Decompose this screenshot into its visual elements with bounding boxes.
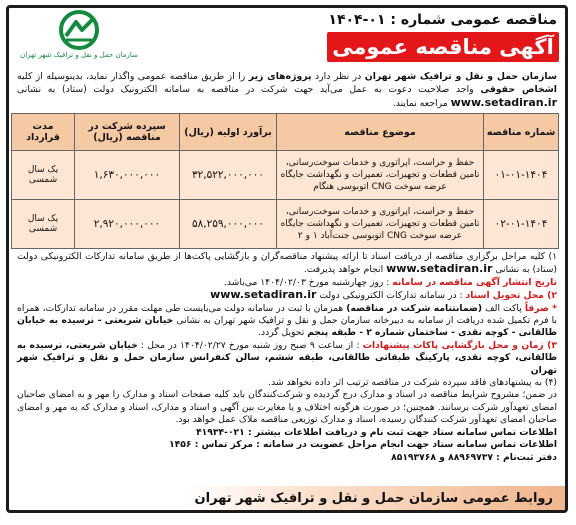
note-5: در ضمن؛ مشروح شرایط مناقصه در اسناد و مدارک درج گردیده و شرکت‌کنندگان باید کلیه صفحات اسناد و مدارک را مهر و به امضای صاحبان امضای تعهدآور شرکت برسانند. همچنین؛ در صورت هرگونه اختلاف و یا مغایرت بین آگهی و اسناد و مدارک، اسناد و مدارک که به مهر و امضای صاحبان امضای تعهدآور شرکت کنندگان رسیده، اسناد و مدارک توزیعی مناقصه ملاک عمل خواهد بود. <box>17 389 557 426</box>
setad-site-link[interactable]: www.setadiran.ir <box>210 288 317 302</box>
note-text: تحویل گردد. <box>258 327 308 339</box>
tender-deposit-cell: ۲,۹۲۰,۰۰۰,۰۰۰ <box>75 200 180 249</box>
col-deposit-header: سپرده شرکت در مناقصه (ریال) <box>75 114 180 151</box>
notes-section <box>9 251 565 464</box>
note-text: ۱) کلیه مراحل برگزاری مناقصه از دریافت اسناد تا ارائه پیشنهاد مناقصه‌گران و بازگشایی پاکت‌ها از طریق سامانه تدارکات الکترونیکی دولت (ستاد) به نشانی <box>17 251 557 276</box>
tender-number: مناقصه عمومی شماره : ۰۱-۱۴۰۴ <box>328 12 557 28</box>
tender-notice <box>6 5 568 513</box>
delivery-address: خیابان شریعتی - نرسیده به خیابان طالقانی - کوچه نقدی - ساختمان شماره ۲ - طبقه پنجم <box>17 315 557 339</box>
notice-banner <box>327 32 559 62</box>
note-1 <box>17 251 557 277</box>
note-2 <box>17 289 557 302</box>
col-duration-header: مدت قرارداد <box>12 114 75 151</box>
notice-footer <box>9 486 565 510</box>
intro-legal-persons: اشخاص حقوقی <box>480 84 557 95</box>
table-header-row <box>12 114 559 151</box>
opening-address: خیابان شریعتی، نرسیده به طالقانی، کوچه نقدی، پارکینگ طبقاتی طالقانی، طبقه ششم، سالن کنفرانس سازمان حمل و نقل و ترافیک شهر تهران <box>17 339 557 376</box>
footer-signature: روابط عمومی سازمان حمل و نقل و ترافیک شهر تهران <box>194 491 553 506</box>
organization-name: سازمان حمل و نقل و ترافیک شهر تهران <box>364 71 558 82</box>
setad-site-link[interactable]: www.setadiran.ir <box>450 96 557 109</box>
delivery-place-label: ۲) محل تحویل اسناد <box>465 290 557 302</box>
note-star: * صرفاً <box>524 302 557 314</box>
tender-number-cell: ۰۲-۰۱-۱۴۰۴ <box>484 200 559 249</box>
tender-deposit-cell: ۱,۶۳۰,۰۰۰,۰۰۰ <box>75 151 180 200</box>
notice-header <box>9 8 565 70</box>
transport-logo-icon <box>56 10 102 50</box>
intro-text: مراجعه نمایند. <box>392 98 451 109</box>
note-text: : از ساعت ۹ صبح روز شنبه مورخ ۱۴۰۴/۰۲/۲۷ در محل : <box>137 339 363 351</box>
logo-caption: سازمان حمل و نقل و ترافیک شهر تهران <box>20 51 138 59</box>
tender-number-cell: ۰۱-۰۱-۱۴۰۴ <box>484 151 559 200</box>
tender-estimate-cell: ۵۸,۲۵۹,۰۰۰,۰۰۰ <box>180 200 277 249</box>
tender-duration-cell: یک سال شمسی <box>12 200 75 249</box>
contact-line-1: اطلاعات تماس سامانه ستاد جهت ثبت نام و دریافت اطلاعات بیشتر : ۰۲۱-۴۱۹۳۴ <box>196 426 557 438</box>
organization-logo <box>19 10 139 59</box>
publish-date-label: تاریخ انتشار آگهی مناقصه در سامانه <box>392 276 557 288</box>
contact-line-2: اطلاعات تماس سامانه ستاد جهت انجام مراحل عضویت در سامانه : مرکز تماس : ۱۴۵۶ <box>169 439 557 451</box>
note-2-details <box>17 303 557 340</box>
banner-text: آگهی مناقصه عمومی <box>332 35 554 59</box>
intro-projects: پروژه‌های زیر <box>248 71 312 82</box>
note-text: : در سامانه تدارکات الکترونیکی دولت <box>316 290 466 302</box>
setad-site-link[interactable]: www.setadiran.ir <box>386 262 493 276</box>
table-row <box>12 151 559 200</box>
table-row <box>12 200 559 249</box>
tenders-table <box>11 113 559 249</box>
note-text: انجام خواهد پذیرفت. <box>303 264 387 276</box>
note-text: : روز چهارشنبه مورخ ۱۴۰۴/۰۲/۰۳ می‌باشد. <box>223 276 393 288</box>
contact-line-3: دفتر ثبت‌نام : ۸۸۹۶۹۷۳۷ و ۸۵۱۹۳۷۶۸ <box>391 451 557 463</box>
intro-text: را از طریق مناقصه عمومی واگذار نماید، بدینوسیله از کلیه <box>17 71 249 82</box>
note-3 <box>17 340 557 377</box>
note-bold: (ضمانتنامه شرکت در مناقصه) <box>346 302 483 314</box>
note-text: همزمان با ثبت در سامانه دولت می‌بایست طی مهلت مقرر در سامانه تدارکات، همراه با فرم تکمیل شده دریافت از سامانه به دبیرخانه سازمان حمل و نقل و ترافیک شهر تهران به نشانی <box>17 302 557 327</box>
col-subject-header: موضوع مناقصه <box>277 114 484 151</box>
intro-text: واجد صلاحیت دعوت به عمل می‌آید جهت شرکت در مناقصه به سامانه الکترونیک دولت (ستاد) به نشانی <box>17 84 481 95</box>
note-text: پاکت الف <box>482 302 525 314</box>
tender-subject-cell: حفظ و حراست، اپراتوری و خدمات سوخت‌رسانی، تامین قطعات و تجهیزات، تعمیرات و نگهداشت جایگاه عرضه سوخت CNG اتوبوسی هنگام <box>277 151 484 200</box>
col-estimate-header: برآورد اولیه (ریال) <box>180 114 277 151</box>
col-number-header: شماره مناقصه <box>484 114 559 151</box>
tender-subject-cell: حفظ و حراست، اپراتوری و خدمات سوخت‌رسانی، تامین قطعات و تجهیزات، تعمیرات و نگهداشت جایگاه عرضه سوخت CNG اتوبوسی جنت‌آباد ۱ و ۲ <box>277 200 484 249</box>
intro-paragraph <box>9 70 565 110</box>
tender-estimate-cell: ۳۲,۵۲۲,۰۰۰,۰۰۰ <box>180 151 277 200</box>
opening-label: ۳) زمان و محل بازگشایی پاکات پیشنهادات <box>362 339 557 351</box>
tender-duration-cell: یک سال شمسی <box>12 151 75 200</box>
note-4: (۴) به پیشنهادهای فاقد سپرده شرکت در مناقصه ترتیب اثر داده نخواهد شد. <box>268 377 557 389</box>
intro-text: در نظر دارد <box>311 71 365 82</box>
